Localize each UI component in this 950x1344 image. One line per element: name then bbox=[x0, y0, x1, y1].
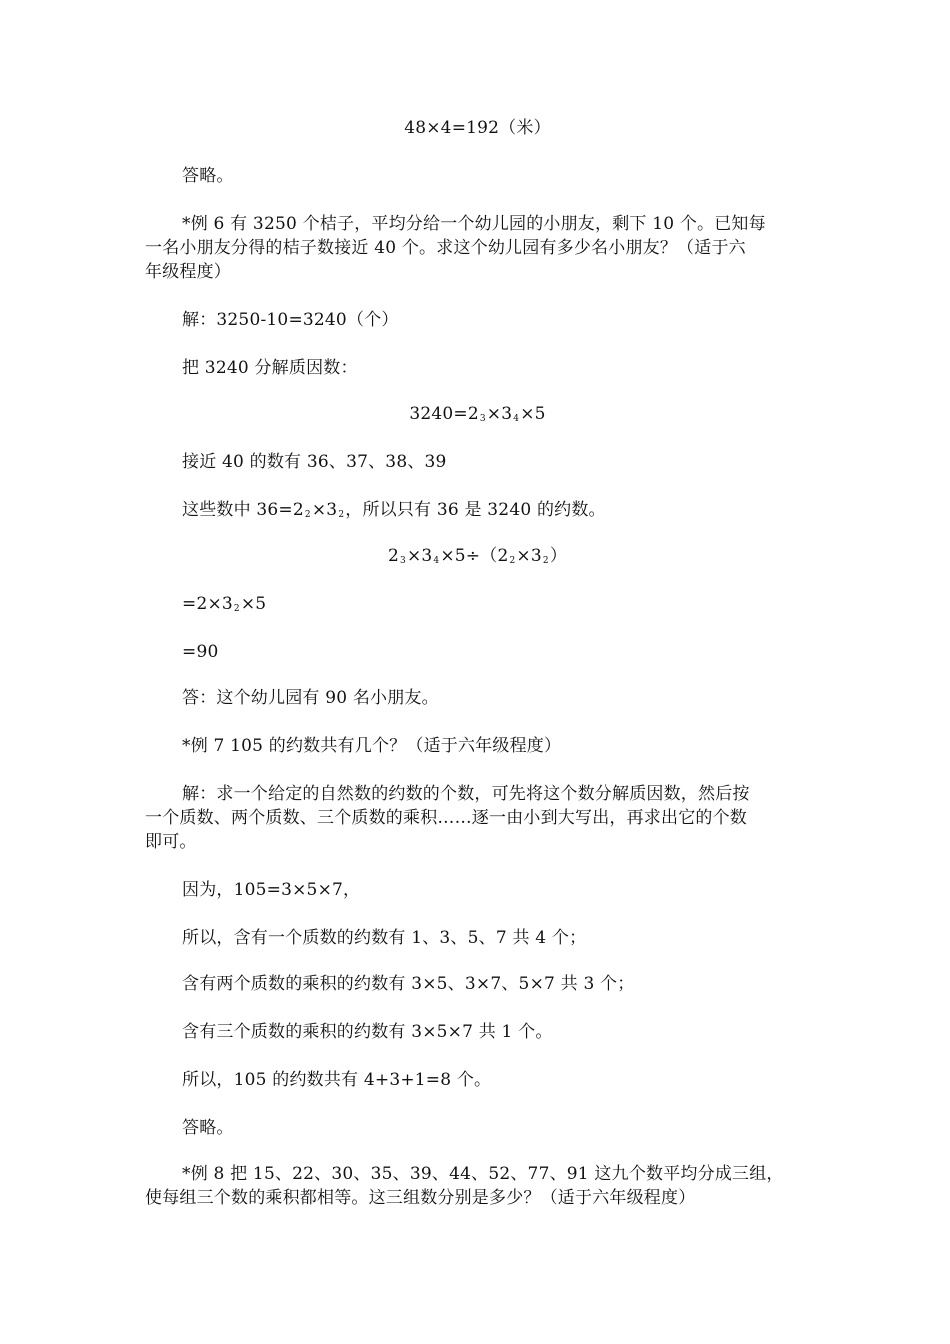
text-run: ×5÷（2 bbox=[440, 546, 509, 566]
one-prime-line: 所以，含有一个质数的约数有 1、3、5、7 共 4 个； bbox=[182, 928, 587, 948]
text-run: =2×3 bbox=[182, 594, 233, 614]
two-primes-line: 含有两个质数的乘积的约数有 3×5、3×7、5×7 共 3 个； bbox=[182, 974, 635, 994]
factorize-line: 把 3240 分解质因数： bbox=[182, 358, 358, 378]
near-40-line: 接近 40 的数有 36、37、38、39 bbox=[182, 452, 447, 472]
divisor-line bbox=[182, 497, 606, 528]
text-run: ×3 bbox=[406, 546, 433, 566]
subscript: 4 bbox=[433, 556, 440, 566]
subscript: 2 bbox=[542, 556, 549, 566]
text-run: 这些数中 36=2 bbox=[182, 500, 304, 520]
text-run: ，所以只有 36 是 3240 的约数。 bbox=[345, 500, 606, 520]
subscript: 2 bbox=[509, 556, 516, 566]
subscript: 3 bbox=[479, 414, 486, 424]
answer-line: 答：这个幼儿园有 90 名小朋友。 bbox=[182, 688, 439, 708]
solution-7-line-3: 即可。 bbox=[145, 832, 197, 852]
subscript: 2 bbox=[338, 510, 345, 520]
text-run: 2 bbox=[387, 546, 399, 566]
example-6-line-2: 一名小朋友分得的桔子数接近 40 个。求这个幼儿园有多少名小朋友？（适于六 bbox=[145, 238, 746, 258]
example-6-line-1: *例 6 有 3250 个桔子，平均分给一个幼儿园的小朋友，剩下 10 个。已知每 bbox=[182, 214, 766, 234]
text-run: ×5 bbox=[240, 594, 267, 614]
text-run: ） bbox=[549, 546, 568, 566]
subscript: 4 bbox=[513, 414, 520, 424]
subscript: 2 bbox=[304, 510, 311, 520]
answer-line: 答略。 bbox=[182, 166, 234, 186]
text-run: ×3 bbox=[486, 404, 513, 424]
example-8-line-2: 使每组三个数的乘积都相等。这三组数分别是多少？（适于六年级程度） bbox=[145, 1188, 696, 1208]
answer-line: 答略。 bbox=[182, 1118, 234, 1138]
result-line-2: =90 bbox=[182, 642, 219, 662]
example-8-line-1: *例 8 把 15、22、30、35、39、44、52、77、91 这九个数平均分成三组， bbox=[182, 1164, 784, 1184]
example-6-line-3: 年级程度） bbox=[145, 262, 231, 282]
result-line-1 bbox=[182, 591, 266, 622]
total-line: 所以，105 的约数共有 4+3+1=8 个。 bbox=[182, 1070, 492, 1090]
factorization-equation bbox=[145, 401, 810, 432]
solution-7-line-2: 一个质数、两个质数、三个质数的乘积……逐一由小到大写出，再求出它的个数 bbox=[145, 808, 747, 828]
subscript: 3 bbox=[400, 556, 406, 566]
text-run: ×3 bbox=[516, 546, 542, 566]
text-run: ×3 bbox=[311, 500, 338, 520]
solution-7-line-1: 解：求一个给定的自然数的约数的个数，可先将这个数分解质因数，然后按 bbox=[182, 784, 750, 804]
subscript: 2 bbox=[233, 604, 240, 614]
solution-line: 解：3250-10=3240（个） bbox=[182, 310, 399, 330]
because-line: 因为，105=3×5×7， bbox=[182, 880, 361, 900]
example-7-line: *例 7 105 的约数共有几个？（适于六年级程度） bbox=[182, 736, 562, 756]
division-equation bbox=[145, 543, 810, 574]
three-primes-line: 含有三个质数的乘积的约数有 3×5×7 共 1 个。 bbox=[182, 1022, 553, 1042]
text-run: 3240=2 bbox=[409, 404, 479, 424]
equation-line: 48×4=192（米） bbox=[404, 118, 551, 138]
text-run: ×5 bbox=[520, 404, 546, 424]
